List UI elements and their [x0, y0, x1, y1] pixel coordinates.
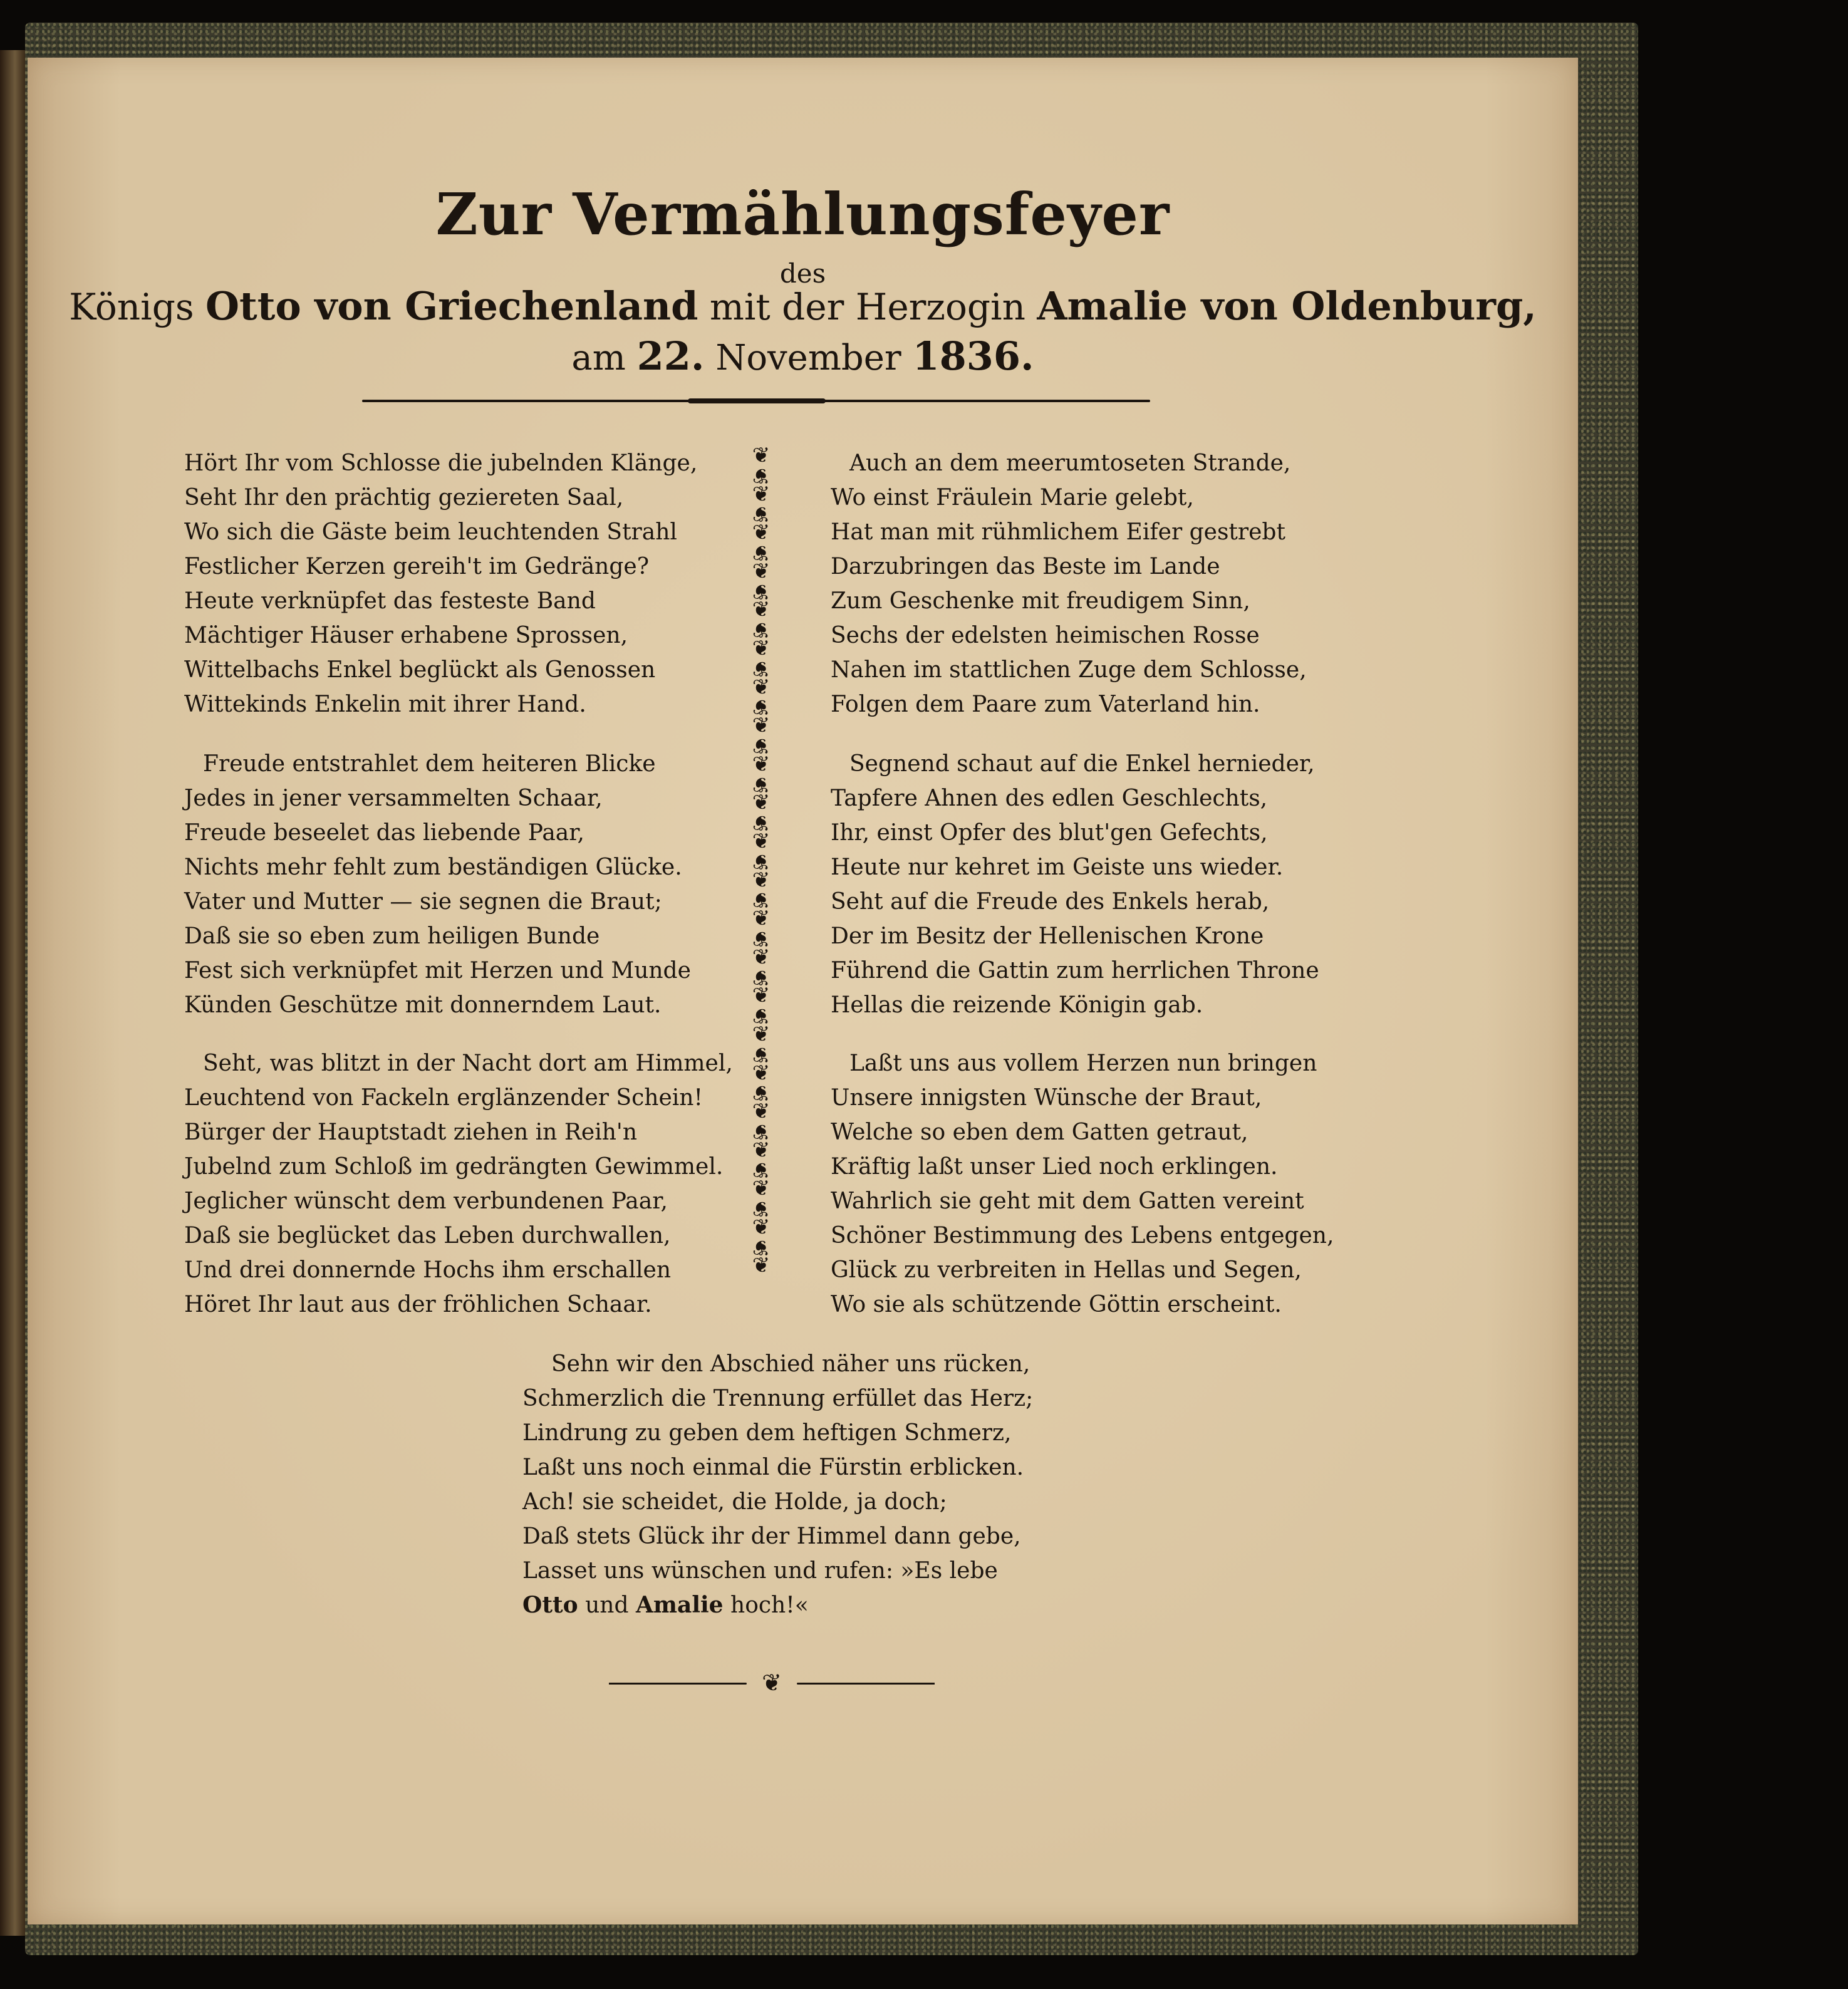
ornament-icon: ❦ — [752, 1214, 771, 1240]
ornament-icon: ❦ — [752, 1195, 771, 1221]
ornament-icon: ❦ — [752, 964, 771, 990]
ornament-icon: ❦ — [752, 1253, 771, 1279]
verse-line: Wittelbachs Enkel beglückt als Genossen — [184, 657, 656, 683]
page-title: Zur Vermählungsfeyer — [435, 180, 1170, 248]
verse-line: Leuchtend von Fackeln erglänzender Schein! — [184, 1085, 703, 1111]
verse-line: Wo einst Fräulein Marie gelebt, — [831, 485, 1194, 511]
verse-line: Tapfere Ahnen des edlen Geschlechts, — [831, 786, 1268, 811]
right-stanza-3 — [831, 1046, 1334, 1322]
verse-line: Hat man mit rühmlichem Eifer gestrebt — [831, 519, 1285, 545]
verse-line: Daß sie so eben zum heiligen Bunde — [184, 923, 600, 949]
ornament-icon: ❦ — [752, 558, 771, 584]
verse-line: Freude beseelet das liebende Paar, — [184, 820, 584, 846]
ornament-icon: ❦ — [752, 925, 771, 951]
verse-line: Schmerzlich die Trennung erfüllet das Herz; — [522, 1386, 1034, 1411]
verse-line: Hellas die reizende Königin gab. — [831, 992, 1203, 1018]
ornament-icon: ❦ — [752, 790, 771, 816]
verse-line: Ach! sie scheidet, die Holde, ja doch; — [522, 1489, 947, 1515]
ornament-icon: ❦ — [752, 944, 771, 970]
ornament-icon: ❦ — [752, 867, 771, 893]
verse-line: Daß sie beglücket das Leben durchwallen, — [184, 1223, 671, 1249]
verse-line: Laßt uns aus vollem Herzen nun bringen — [849, 1051, 1317, 1076]
ornament-icon: ❦ — [752, 1002, 771, 1028]
verse-line: Kräftig laßt unser Lied noch erklingen. — [831, 1154, 1278, 1180]
verse-line: Der im Besitz der Hellenischen Krone — [831, 923, 1264, 949]
verse-line: Sehn wir den Abschied näher uns rücken, — [551, 1351, 1030, 1377]
verse-line: Segnend schaut auf die Enkel hernieder, — [849, 751, 1315, 777]
verse-line: Seht auf die Freude des Enkels herab, — [831, 889, 1270, 915]
ornament-icon: ❦ — [752, 443, 771, 468]
verse-line: Heute nur kehret im Geiste uns wieder. — [831, 854, 1284, 880]
ornament-icon: ❦ — [752, 520, 771, 546]
verse-line: Nichts mehr fehlt zum beständigen Glücke. — [184, 854, 682, 880]
ornament-icon: ❦ — [752, 1234, 771, 1260]
fleuron-icon: ❦ — [762, 1669, 782, 1696]
ornament-icon: ❦ — [752, 501, 771, 527]
closing-rule-right — [797, 1683, 935, 1685]
ornament-icon: ❦ — [752, 635, 771, 661]
name-otto: Otto — [522, 1592, 578, 1618]
ornament-icon: ❦ — [752, 1118, 771, 1144]
verse-line: Darzubringen das Beste im Lande — [831, 554, 1220, 579]
verse-line: Fest sich verknüpfet mit Herzen und Munde — [184, 958, 691, 984]
ornament-icon: ❦ — [752, 713, 771, 739]
ornament-icon: ❦ — [752, 1021, 771, 1047]
ornament-icon: ❦ — [752, 655, 771, 681]
right-stanza-1 — [831, 446, 1307, 722]
date-day: 22. — [636, 333, 705, 379]
verse-line: Nahen im stattlichen Zuge dem Schlosse, — [831, 657, 1307, 683]
ornament-icon: ❦ — [752, 1060, 771, 1086]
word-hoch: hoch!« — [730, 1592, 809, 1618]
verse-line: Und drei donnernde Hochs ihm erschallen — [184, 1257, 672, 1283]
verse-line: Jedes in jener versammelten Schaar, — [184, 786, 603, 811]
ornament-icon: ❦ — [752, 597, 771, 623]
verse-line: Welche so eben dem Gatten getraut, — [831, 1119, 1248, 1145]
verse-line: Festlicher Kerzen gereih't im Gedränge? — [184, 554, 650, 579]
final-stanza — [522, 1347, 1033, 1623]
verse-line: Schöner Bestimmung des Lebens entgegen, — [831, 1223, 1334, 1249]
ornament-icon: ❦ — [752, 887, 771, 913]
ornament-icon: ❦ — [752, 481, 771, 507]
ornament-icon: ❦ — [752, 771, 771, 797]
closing-rule-left — [609, 1683, 747, 1685]
left-page-edge — [0, 50, 25, 1936]
closing-ornament-rule — [609, 1669, 935, 1696]
subtitle-couple — [28, 283, 1578, 329]
koenigs-label: Königs — [69, 286, 194, 328]
verse-line: Bürger der Hauptstadt ziehen in Reih'n — [184, 1119, 638, 1145]
left-stanza-3 — [184, 1046, 733, 1322]
verse-line: Folgen dem Paare zum Vaterland hin. — [831, 692, 1260, 717]
right-stanza-2 — [831, 747, 1319, 1022]
verse-line: Lasset uns wünschen und rufen: »Es lebe — [522, 1558, 998, 1584]
ornament-icon: ❦ — [752, 462, 771, 488]
verse-line: Hört Ihr vom Schlosse die jubelnden Klänge, — [184, 450, 698, 476]
verse-line: Seht Ihr den prächtig geziereten Saal, — [184, 485, 624, 511]
title-rule — [362, 400, 1150, 402]
verse-line: Ihr, einst Opfer des blut'gen Gefechts, — [831, 820, 1268, 846]
ornament-icon: ❦ — [752, 809, 771, 835]
ornament-icon: ❦ — [752, 848, 771, 874]
verse-line: Glück zu verbreiten in Hellas und Segen, — [831, 1257, 1302, 1283]
word-und: und — [585, 1592, 629, 1618]
ornament-icon: ❦ — [752, 906, 771, 932]
ornament-icon: ❦ — [752, 983, 771, 1009]
ornament-icon: ❦ — [752, 1157, 771, 1183]
verse-line: Mächtiger Häuser erhabene Sprossen, — [184, 623, 628, 648]
verse-line: Künden Geschütze mit donnerndem Laut. — [184, 992, 662, 1018]
date-month: November — [715, 338, 901, 378]
ornament-icon: ❦ — [752, 1099, 771, 1124]
verse-line: Heute verknüpfet das festeste Band — [184, 588, 596, 614]
verse-line: Freude entstrahlet dem heiteren Blicke — [203, 751, 656, 777]
verse-line: Führend die Gattin zum herrlichen Throne — [831, 958, 1319, 984]
duchess-name: Amalie von Oldenburg, — [1037, 283, 1537, 329]
left-stanza-1 — [184, 446, 697, 722]
ornament-icon: ❦ — [752, 694, 771, 720]
mit-der-label: mit der Herzogin — [709, 286, 1025, 328]
verse-line: Jubelnd zum Schloß im gedrängten Gewimmel. — [184, 1154, 724, 1180]
page — [28, 58, 1578, 1924]
verse-line: Daß stets Glück ihr der Himmel dann gebe, — [522, 1524, 1021, 1549]
verse-line: Seht, was blitzt in der Nacht dort am Himmel, — [203, 1051, 733, 1076]
verse-line: Wo sich die Gäste beim leuchtenden Strahl — [184, 519, 677, 545]
verse-line-final — [522, 1588, 1033, 1623]
left-stanza-2 — [184, 747, 691, 1022]
ornament-icon: ❦ — [752, 674, 771, 700]
ornament-icon: ❦ — [752, 539, 771, 565]
verse-line: Laßt uns noch einmal die Fürstin erblicken. — [522, 1455, 1024, 1480]
subtitle-des: des — [779, 258, 826, 289]
verse-line: Lindrung zu geben dem heftigen Schmerz, — [522, 1420, 1012, 1446]
verse-line: Wahrlich sie geht mit dem Gatten vereint — [831, 1188, 1304, 1214]
ornament-icon: ❦ — [752, 1080, 771, 1106]
verse-line: Wittekinds Enkelin mit ihrer Hand. — [184, 692, 586, 717]
king-name: Otto von Griechenland — [205, 283, 698, 329]
verse-line: Vater und Mutter — sie segnen die Braut; — [184, 889, 662, 915]
ornament-icon: ❦ — [752, 1041, 771, 1067]
ornament-icon: ❦ — [752, 616, 771, 642]
verse-line: Wo sie als schützende Göttin erscheint. — [831, 1292, 1282, 1317]
name-amalie: Amalie — [635, 1592, 724, 1618]
date-am: am — [571, 338, 626, 378]
verse-line: Jeglicher wünscht dem verbundenen Paar, — [184, 1188, 668, 1214]
verse-line: Auch an dem meerumtoseten Strande, — [849, 450, 1291, 476]
ornament-icon: ❦ — [752, 751, 771, 777]
verse-line: Unsere innigsten Wünsche der Braut, — [831, 1085, 1262, 1111]
date-line — [28, 333, 1578, 379]
ornament-icon: ❦ — [752, 578, 771, 604]
ornament-icon: ❦ — [752, 732, 771, 758]
verse-line: Zum Geschenke mit freudigem Sinn, — [831, 588, 1250, 614]
ornament-icon: ❦ — [752, 828, 771, 854]
date-year: 1836. — [912, 333, 1034, 379]
verse-line: Höret Ihr laut aus der fröhlichen Schaar. — [184, 1292, 652, 1317]
verse-line: Sechs der edelsten heimischen Rosse — [831, 623, 1260, 648]
ornament-icon: ❦ — [752, 1176, 771, 1202]
ornament-divider — [750, 443, 772, 1279]
ornament-icon: ❦ — [752, 1137, 771, 1163]
